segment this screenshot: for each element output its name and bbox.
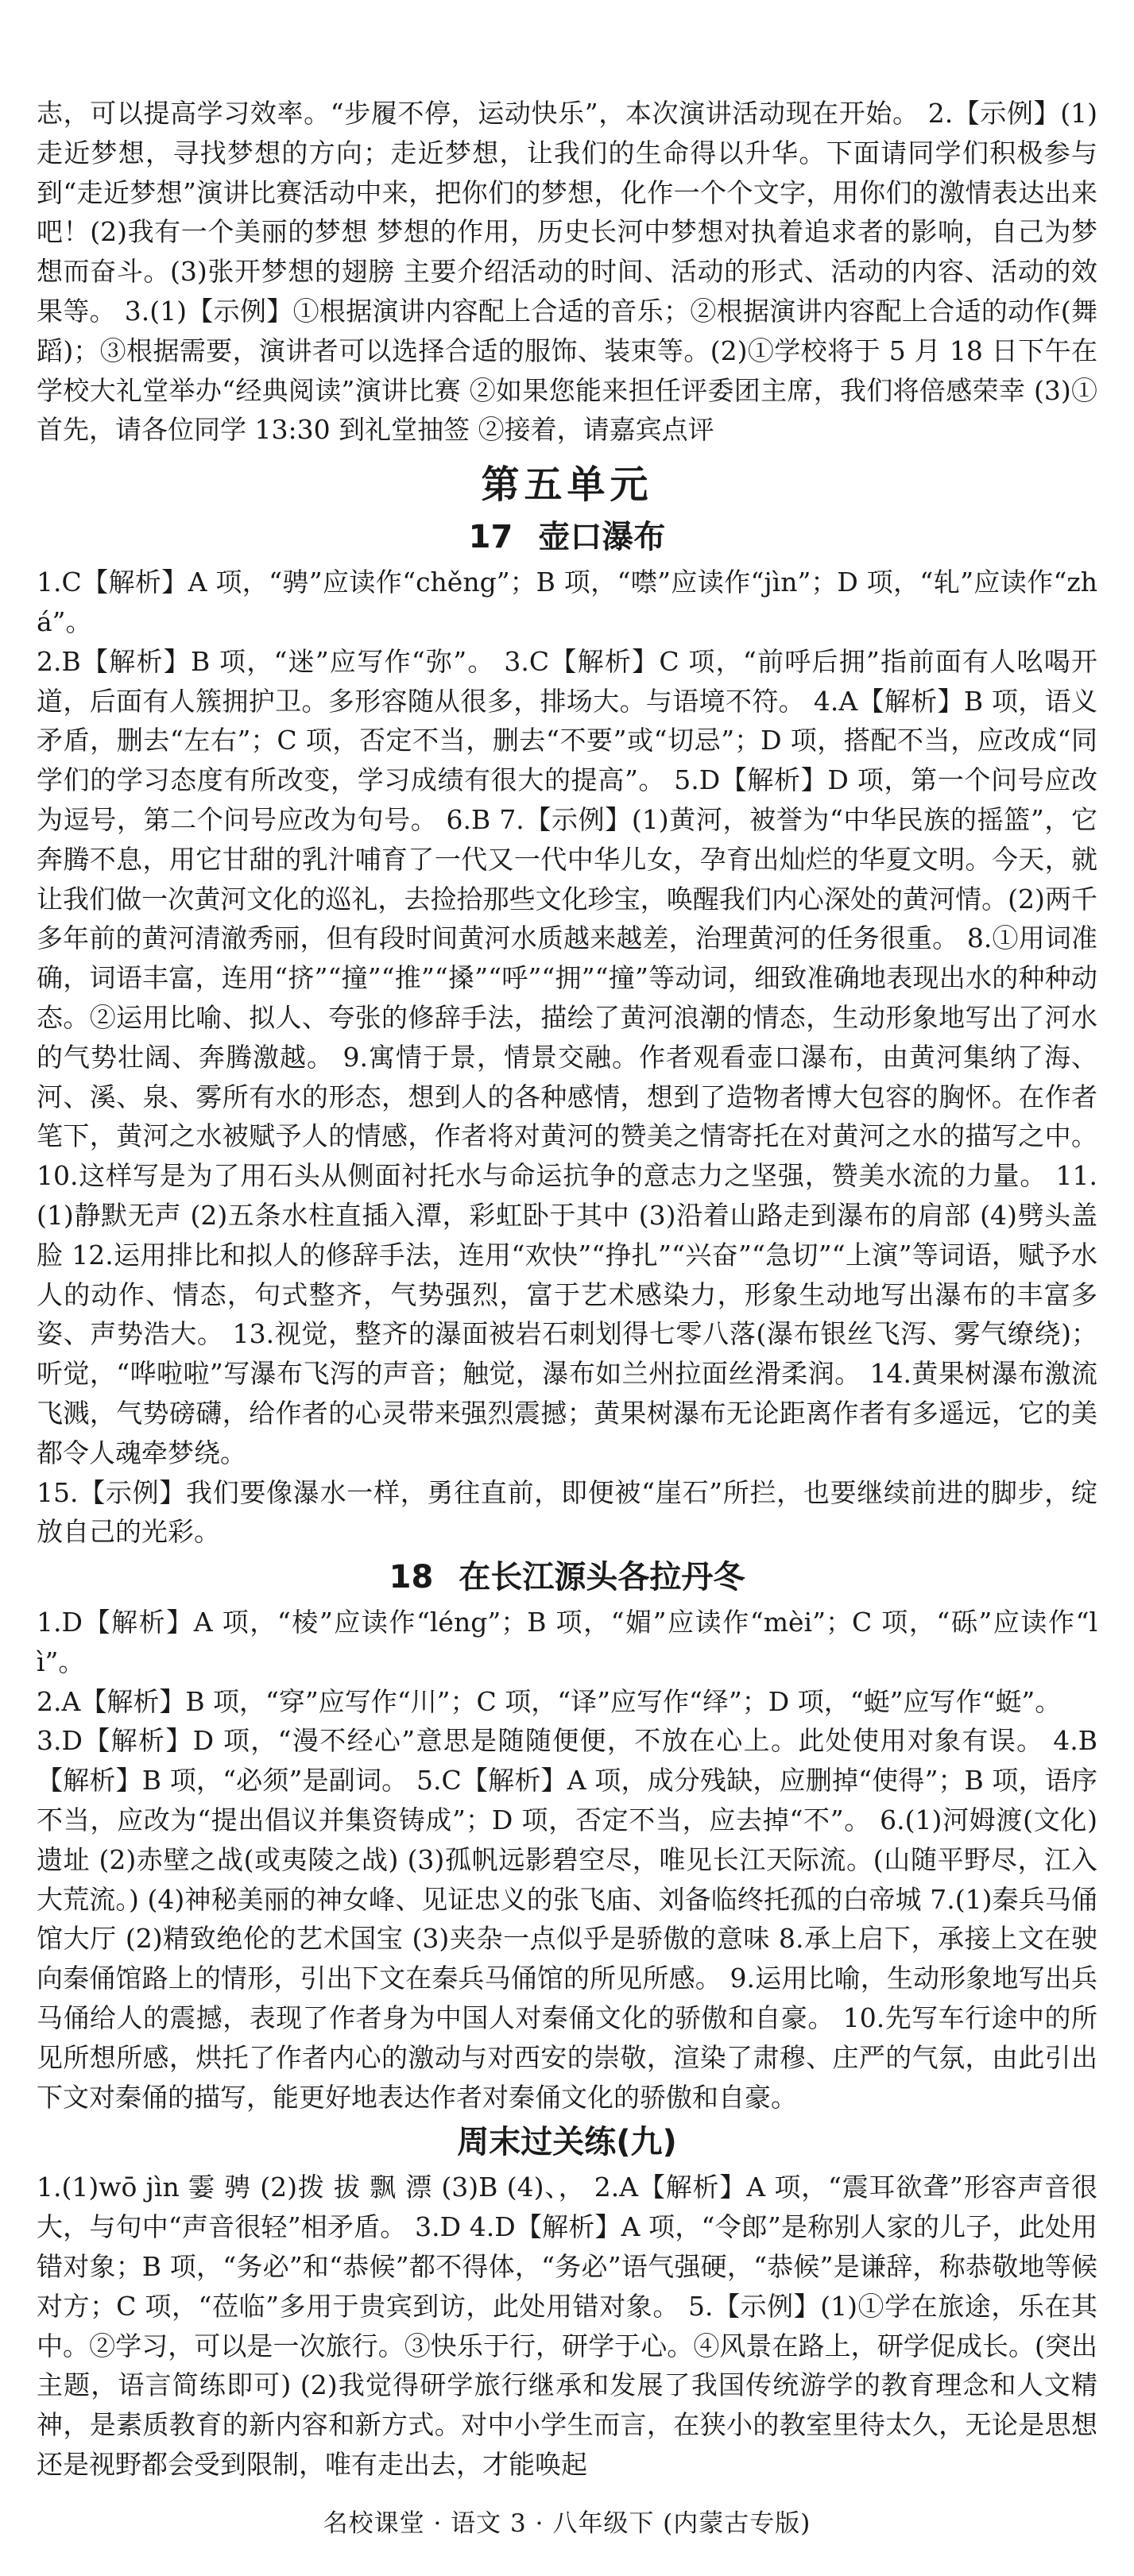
lesson-17-answer-15: 15.【示例】我们要像瀑水一样，勇往直前，即便被“崖石”所拦，也要继续前进的脚步，绽放自己的光彩。 xyxy=(37,1476,1097,1548)
page-footer: 名校课堂 · 语文 3 · 八年级下 (内蒙古专版) xyxy=(323,2509,811,2538)
weekend-practice-answers: 1.(1)wō jìn 霎 骋 (2)拨 拔 飘 漂 (3)B (4)、， 2.A【解析】A 项，“震耳欲聋”形容声音很大，与句中“声音很轻”相矛盾。 3.D 4.D【解析】A 项，“令郎”是称别人家的儿子，此处用错对象；B 项，“务必”和“恭候”都不得体，“务必”语气强硬，“恭候”是谦辞，称恭敬地等候对方；C 项，“莅临”多用于贵宾到访，此处用错对象。 5.【示例】(1)①学在旅途，乐在其中。②学习，可以是一次旅行。③快乐于行，研学于心。④风景在路上，研学促成长。(突出主题，语言简练即可) (2)我觉得研学旅行继承和发展了我国传统游学的教育理念和人文精神，是素质教育的新内容和新方式。对中小学生而言，在狭小的教室里待太久，无论是思想还是视野都会受到限制，唯有走出去，才能唤起 xyxy=(37,2172,1097,2481)
lesson-number: 17 xyxy=(468,519,513,556)
intro-paragraph: 志，可以提高学习效率。“步履不停，运动快乐”，本次演讲活动现在开始。 2.【示例】(1)走近梦想，寻找梦想的方向；走近梦想，让我们的生命得以升华。下面请同学们积极参与到“走近梦想”演讲比赛活动中来，把你们的梦想，化作一个个文字，用你们的激情表达出来吧！(2)我有一个美丽的梦想 梦想的作用，历史长河中梦想对执着追求者的影响，自己为梦想而奋斗。(3)张开梦想的翅膀 主要介绍活动的时间、活动的形式、活动的内容、活动的效果等。 3.(1)【示例】①根据演讲内容配上合适的音乐；②根据演讲内容配上合适的动作(舞蹈)；③根据需要，演讲者可以选择合适的服饰、装束等。(2)①学校将于 5 月 18 日下午在学校大礼堂举办“经典阅读”演讲比赛 ②如果您能来担任评委团主席，我们将倍感荣幸 (3)①首先，请各位同学 13:30 到礼堂抽签 ②接着，请嘉宾点评 xyxy=(37,98,1097,446)
lesson-18-answer-2: 2.A【解析】B 项，“穿”应写作“川”；C 项，“译”应写作“绎”；D 项，“蜓”应写作“蜓”。 xyxy=(37,1685,1062,1717)
weekend-practice-heading: 周末过关练(九) xyxy=(457,2124,677,2161)
lesson-18-answers: 3.D【解析】D 项，“漫不经心”意思是随随便便，不放在心上。此处使用对象有误。 4.B【解析】B 项，“必须”是副词。 5.C【解析】A 项，成分残缺，应删掉“使得”；B 项，语序不当，应改为“提出倡议并集资铸成”；D 项，否定不当，应去掉“不”。 6.(1)河姆渡(文化)遗址 (2)赤壁之战(或夷陵之战) (3)孤帆远影碧空尽，唯见长江天际流。(山随平野尽，江入大荒流。) (4)神秘美丽的神女峰、见证忠义的张飞庙、刘备临终托孤的白帝城 7.(1)秦兵马俑馆大厅 (2)精致绝伦的艺术国宝 (3)夹杂一点似乎是骄傲的意味 8.承上启下，承接上文在驶向秦俑馆路上的情形，引出下文在秦兵马俑馆的所见所感。 9.运用比喻，生动形象地写出兵马俑给人的震撼，表现了作者身为中国人对秦俑文化的骄傲和自豪。 10.先写车行途中的所见所想所感，烘托了作者内心的激动与对西安的崇敬，渲染了肃穆、庄严的气氛，由此引出下文对秦俑的描写，能更好地表达作者对秦俑文化的骄傲和自豪。 xyxy=(37,1725,1097,2113)
lesson-17-heading xyxy=(37,516,1097,558)
lesson-17-answer-1: 1.C【解析】A 项，“骋”应读作“chěng”；B 项，“噤”应读作“jìn”；D 项，“轧”应读作“zhá”。 xyxy=(37,567,1097,637)
lesson-title: 壶口瀑布 xyxy=(538,519,666,556)
lesson-18-heading xyxy=(37,1557,1097,1598)
unit-title: 第五单元 xyxy=(481,462,653,508)
lesson-number: 18 xyxy=(389,1559,434,1596)
lesson-17-answers: 2.B【解析】B 项，“迷”应写作“弥”。 3.C【解析】C 项，“前呼后拥”指前面有人吆喝开道，后面有人簇拥护卫。多形容随从很多，排场大。与语境不符。 4.A【解析】B 项，语义矛盾，删去“左右”；C 项，否定不当，删去“不要”或“切忌”；D 项，搭配不当，应改成“同学们的学习态度有所改变，学习成绩有很大的提高”。 5.D【解析】D 项，第一个问号应改为逗号，第二个问号应改为句号。 6.B 7.【示例】(1)黄河，被誉为“中华民族的摇篮”，它奔腾不息，用它甘甜的乳汁哺育了一代又一代中华儿女，孕育出灿烂的华夏文明。今天，就让我们做一次黄河文化的巡礼，去捡拾那些文化珍宝，唤醒我们内心深处的黄河情。(2)两千多年前的黄河清澈秀丽，但有段时间黄河水质越来越差，治理黄河的任务很重。 8.①用词准确，词语丰富，连用“挤”“撞”“推”“搡”“呼”“拥”“撞”等动词，细致准确地表现出水的种种动态。②运用比喻、拟人、夸张的修辞手法，描绘了黄河浪潮的情态，生动形象地写出了河水的气势壮阔、奔腾激越。 9.寓情于景，情景交融。作者观看壶口瀑布，由黄河集纳了海、河、溪、泉、雾所有水的形态，想到人的各种感情，想到了造物者博大包容的胸怀。在作者笔下，黄河之水被赋予人的情感，作者将对黄河的赞美之情寄托在对黄河之水的描写之中。 10.这样写是为了用石头从侧面衬托水与命运抗争的意志力之坚强，赞美水流的力量。 11.(1)静默无声 (2)五条水柱直插入潭，彩虹卧于其中 (3)沿着山路走到瀑布的肩部 (4)劈头盖脸 12.运用排比和拟人的修辞手法，连用“欢快”“挣扎”“兴奋”“急切”“上演”等词语，赋予水人的动作、情态，句式整齐，气势强烈，富于艺术感染力，形象生动地写出瀑布的丰富多姿、声势浩大。 13.视觉，整齐的瀑面被岩石刺划得七零八落(瀑布银丝飞泻、雾气缭绕)；听觉，“哗啦啦”写瀑布飞泻的声音；触觉，瀑布如兰州拉面丝滑柔润。 14.黄果树瀑布激流飞溅，气势磅礴，给作者的心灵带来强烈震撼；黄果树瀑布无论距离作者有多遥远，它的美都令人魂牵梦绕。 xyxy=(37,645,1098,1468)
lesson-18-answer-1: 1.D【解析】A 项，“棱”应读作“léng”；B 项，“媚”应读作“mèi”；C 项，“砾”应读作“lì”。 xyxy=(37,1607,1097,1677)
lesson-title: 在长江源头各拉丹冬 xyxy=(459,1559,745,1596)
